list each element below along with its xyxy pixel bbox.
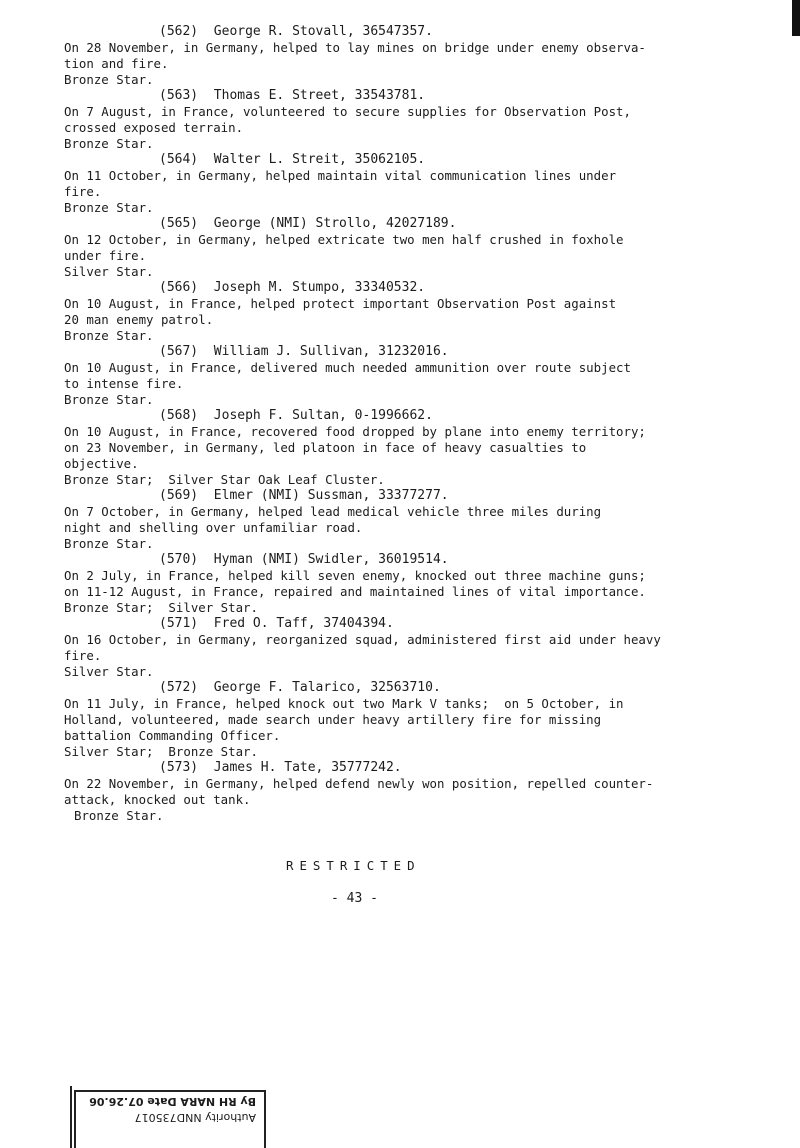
citation-line: On 28 November, in Germany, helped to lay mines on bridge under enemy observa-	[64, 40, 646, 55]
entry-number: (570)	[159, 552, 199, 567]
citation-line: On 2 July, in France, helped kill seven enemy, knocked out three machine guns;	[64, 568, 646, 583]
entry-number: (566)	[159, 280, 199, 295]
award-entry	[64, 552, 704, 616]
classification-marking: RESTRICTED	[286, 858, 421, 873]
scan-edge-mark	[792, 0, 800, 36]
page-number: - 43 -	[331, 891, 378, 906]
entry-heading	[64, 408, 704, 424]
citation-line: on 11-12 August, in France, repaired and maintained lines of vital importance.	[64, 584, 646, 599]
award-entry	[64, 488, 704, 552]
citation-line: On 22 November, in Germany, helped defend newly won position, repelled counter-	[64, 776, 654, 791]
citation-line: On 10 August, in France, delivered much needed ammunition over route subject	[64, 360, 631, 375]
citation-line: objective.	[64, 456, 139, 471]
award-entry	[64, 616, 704, 680]
citation-line: battalion Commanding Officer.	[64, 728, 281, 743]
award-text: Bronze Star.	[74, 808, 164, 823]
award-text: Bronze Star; Silver Star.	[64, 600, 258, 615]
citation-line: On 12 October, in Germany, helped extricate two men half crushed in foxhole	[64, 232, 624, 247]
award-text: Bronze Star.	[64, 136, 154, 151]
award-text: Silver Star.	[64, 264, 154, 279]
award-entries-list	[64, 24, 704, 824]
entry-number: (569)	[159, 488, 199, 503]
citation-line: fire.	[64, 648, 102, 663]
award-entry	[64, 760, 704, 824]
soldier-name-serial: George F. Talarico, 32563710.	[213, 680, 441, 695]
citation-line: night and shelling over unfamiliar road.	[64, 520, 363, 535]
entry-number: (567)	[159, 344, 199, 359]
citation-line: fire.	[64, 184, 102, 199]
award-text: Silver Star; Bronze Star.	[64, 744, 258, 759]
entry-heading	[64, 216, 704, 232]
entry-number: (563)	[159, 88, 199, 103]
soldier-name-serial: Joseph F. Sultan, 0-1996662.	[213, 408, 433, 423]
entry-heading	[64, 280, 704, 296]
award-text: Bronze Star.	[64, 536, 154, 551]
citation-line: attack, knocked out tank.	[64, 792, 251, 807]
entry-number: (564)	[159, 152, 199, 167]
soldier-name-serial: Walter L. Streit, 35062105.	[213, 152, 426, 167]
stamp-box	[74, 1090, 266, 1148]
citation-line: On 11 July, in France, helped knock out two Mark V tanks; on 5 October, in	[64, 696, 624, 711]
entry-heading	[64, 344, 704, 360]
soldier-name-serial: William J. Sullivan, 31232016.	[213, 344, 449, 359]
award-entry	[64, 88, 704, 152]
entry-heading	[64, 616, 704, 632]
soldier-name-serial: James H. Tate, 35777242.	[213, 760, 402, 775]
award-entry	[64, 680, 704, 760]
award-entry	[64, 344, 704, 408]
citation-line: On 10 August, in France, helped protect important Observation Post against	[64, 296, 617, 311]
entry-heading	[64, 552, 704, 568]
soldier-name-serial: Fred O. Taff, 37404394.	[213, 616, 394, 631]
entry-number: (568)	[159, 408, 199, 423]
award-text: Bronze Star; Silver Star Oak Leaf Cluster.	[64, 472, 385, 487]
citation-line: On 11 October, in Germany, helped maintain vital communication lines under	[64, 168, 617, 183]
award-text: Bronze Star.	[64, 200, 154, 215]
soldier-name-serial: Thomas E. Street, 33543781.	[213, 88, 426, 103]
award-text: Bronze Star.	[64, 72, 154, 87]
citation-line: On 7 October, in Germany, helped lead medical vehicle three miles during	[64, 504, 602, 519]
soldier-name-serial: Hyman (NMI) Swidler, 36019514.	[213, 552, 449, 567]
award-entry	[64, 216, 704, 280]
entry-number: (573)	[159, 760, 199, 775]
citation-line: under fire.	[64, 248, 147, 263]
award-text: Bronze Star.	[64, 392, 154, 407]
award-entry	[64, 408, 704, 488]
award-entry	[64, 152, 704, 216]
entry-heading	[64, 488, 704, 504]
soldier-name-serial: George R. Stovall, 36547357.	[213, 24, 433, 39]
award-text: Bronze Star.	[64, 328, 154, 343]
citation-line: On 10 August, in France, recovered food dropped by plane into enemy territory;	[64, 424, 646, 439]
declassification-stamp	[74, 1090, 266, 1148]
entry-number: (571)	[159, 616, 199, 631]
soldier-name-serial: Elmer (NMI) Sussman, 33377277.	[213, 488, 449, 503]
entry-number: (572)	[159, 680, 199, 695]
entry-heading	[64, 88, 704, 104]
stamp-nara-date: By RH NARA Date 07.26.06	[89, 1095, 256, 1108]
citation-line: 20 man enemy patrol.	[64, 312, 214, 327]
award-entry	[64, 24, 704, 88]
citation-line: to intense fire.	[64, 376, 184, 391]
soldier-name-serial: George (NMI) Strollo, 42027189.	[213, 216, 457, 231]
citation-line: On 7 August, in France, volunteered to secure supplies for Observation Post,	[64, 104, 631, 119]
stamp-authority: Authority NND735017	[134, 1111, 256, 1124]
entry-heading	[64, 760, 704, 776]
entry-heading	[64, 680, 704, 696]
award-text: Silver Star.	[64, 664, 154, 679]
citation-line: on 23 November, in Germany, led platoon in face of heavy casualties to	[64, 440, 587, 455]
entry-heading	[64, 152, 704, 168]
citation-line: tion and fire.	[64, 56, 169, 71]
citation-line: On 16 October, in Germany, reorganized squad, administered first aid under heavy	[64, 632, 661, 647]
citation-line: Holland, volunteered, made search under heavy artillery fire for missing	[64, 712, 602, 727]
award-entry	[64, 280, 704, 344]
entry-heading	[64, 24, 704, 40]
entry-number: (562)	[159, 24, 199, 39]
entry-number: (565)	[159, 216, 199, 231]
citation-line: crossed exposed terrain.	[64, 120, 244, 135]
stamp-edge	[70, 1086, 72, 1148]
soldier-name-serial: Joseph M. Stumpo, 33340532.	[213, 280, 426, 295]
